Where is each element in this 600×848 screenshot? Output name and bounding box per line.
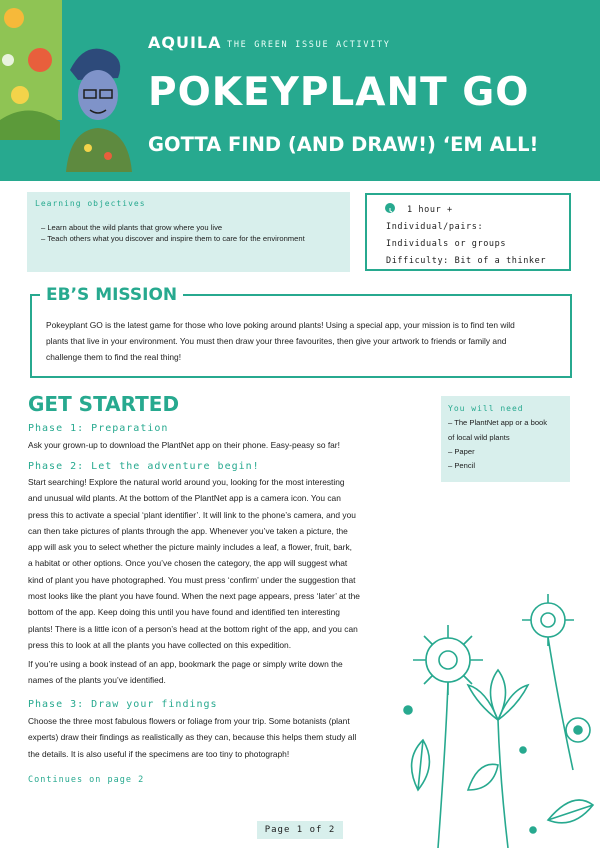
mode-value: Individuals or groups: [386, 239, 507, 249]
phase2-line: most looks like the plant you have found. When the next page appears, press ‘later’ at the: [28, 591, 360, 602]
page-title: POKEYPLANT GO: [148, 70, 530, 115]
phase3-line: experts) draw their findings as realistically as they can, because this helps them study all: [28, 732, 357, 743]
mission-line: Pokeyplant GO is the latest game for those who love poking around plants! Using a special app, your mission is to find ten wild: [46, 320, 515, 330]
need-item: of local wild plants: [448, 433, 510, 442]
book-note: [28, 656, 400, 689]
phase2-line: press this to look at all the plants you have collected on this expedition.: [28, 639, 292, 650]
phase2-line: and unusual wild plants. At the bottom of the PlantNet app is a camera icon. You can: [28, 493, 341, 504]
brand-logo: AQUILA: [148, 33, 222, 52]
phase3-line: Choose the three most fabulous flowers or foliage from your trip. Some botanists (plant: [28, 716, 350, 726]
flower-icon: [28, 48, 52, 72]
need-item: – The PlantNet app or a book: [448, 418, 548, 427]
phase2-line: a habitat or other options. Once you’ve chosen the category, the app will suggest what: [28, 558, 348, 569]
flower-icon: [11, 86, 29, 104]
phase2-text: [28, 474, 400, 653]
flower-icon: [522, 594, 574, 770]
need-item: – Paper: [448, 447, 475, 456]
shirt-icon: [66, 128, 132, 172]
flower-icon: [468, 670, 528, 848]
page-number: Page 1 of 2: [257, 821, 343, 839]
phase3-line: the details. It is also useful if the specimens are too tiny to photograph!: [28, 748, 290, 759]
book-line: names of the plants you’ve identified.: [28, 675, 166, 686]
phase3-text: [28, 713, 400, 762]
mode-label: Individual/pairs:: [386, 222, 484, 232]
phase1-line: Ask your grown-up to download the PlantNet app on their phone. Easy-peasy so far!: [28, 440, 340, 450]
phase2-line: app will ask you to select whether the picture mainly includes a leaf, a flower, fruit, bark,: [28, 542, 352, 553]
need-item: – Pencil: [448, 461, 476, 470]
issue-label: THE GREEN ISSUE ACTIVITY: [227, 40, 391, 50]
mission-text: [46, 317, 562, 365]
phase2-heading: Phase 2: Let the adventure begin!: [28, 461, 260, 472]
book-line: If you’re using a book instead of an app, bookmark the page or simply write down the: [28, 659, 343, 669]
phase2-line: press this to activate a special ‘plant identifier’. It will link to the phone’s camera, and you: [28, 509, 356, 520]
phase1-text: [28, 437, 400, 453]
phase2-line: kind of plant you have photographed. You must press ‘confirm’ under the suggestion that: [28, 574, 356, 585]
you-will-need-box: [441, 396, 570, 482]
phase2-line: bottom of the app. Keep doing this until you have found and identified ten interesting: [28, 607, 340, 618]
phase2-line: plants! There is a little icon of a person’s head at the bottom right of the app, and you can: [28, 623, 358, 634]
objectives-heading: Learning objectives: [35, 199, 146, 208]
continues-link: Continues on page 2: [28, 775, 145, 785]
activity-meta-box: [365, 193, 571, 271]
clock-icon: [385, 203, 395, 213]
difficulty-label: Difficulty: Bit of a thinker: [386, 256, 547, 266]
objective-item: – Learn about the wild plants that grow where you live: [41, 223, 223, 232]
learning-objectives-box: [27, 192, 350, 272]
need-heading: You will need: [448, 404, 524, 413]
mission-line: challenge them to find the real thing!: [46, 352, 182, 362]
flower-icon: [413, 625, 483, 848]
phase2-line: can then take pictures of plants through the app. Whenever you’ve taken a picture, the: [28, 525, 348, 536]
flower-illustration: [398, 590, 600, 848]
page-subtitle: GOTTA FIND (AND DRAW!) ‘EM ALL!: [148, 133, 539, 156]
leaf-icon: [412, 740, 593, 823]
phase3-heading: Phase 3: Draw your findings: [28, 699, 218, 710]
get-started-title: GET STARTED: [28, 392, 180, 416]
objective-item: – Teach others what you discover and inspire them to care for the environment: [41, 234, 305, 243]
header-illustration: [0, 0, 140, 172]
time-label: 1 hour +: [407, 205, 453, 215]
mission-title: EB’S MISSION: [40, 285, 183, 305]
sun-icon: [4, 8, 24, 28]
mission-line: plants that live in your environment. You must then draw your three favourites, then give your artwork to friends or family and: [46, 336, 507, 346]
phase1-heading: Phase 1: Preparation: [28, 423, 169, 434]
phase2-line: Start searching! Explore the natural world around you, looking for the most interesting: [28, 477, 345, 487]
